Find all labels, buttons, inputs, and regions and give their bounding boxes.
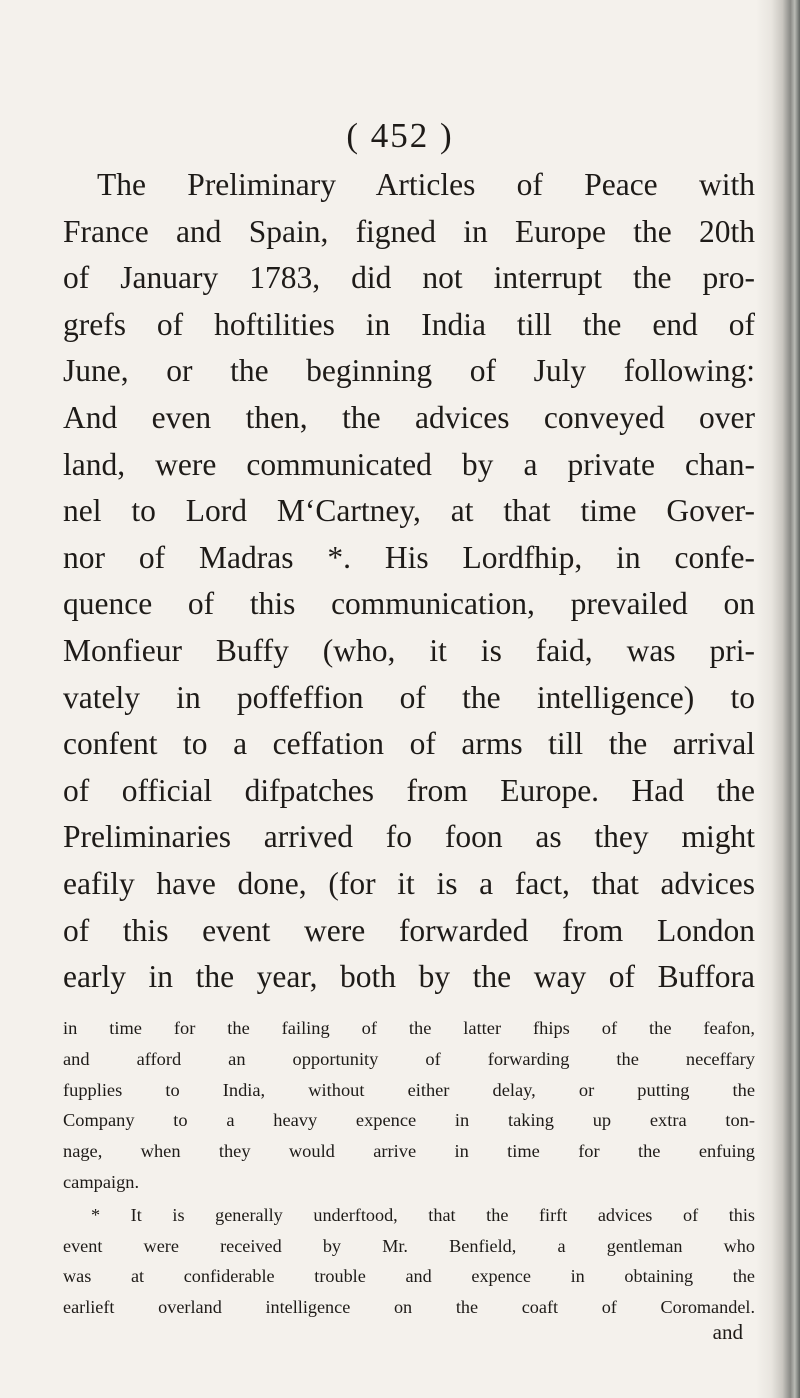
continuation-paragraph	[63, 1013, 755, 1198]
continuation-line: Company to a heavy expence in taking up extra ton-	[63, 1110, 755, 1131]
main-line: Preliminaries arrived fo foon as they might	[63, 819, 755, 855]
footnote-line: event were received by Mr. Benfield, a gentleman who	[63, 1235, 755, 1256]
main-line: land, were communicated by a private chan-	[63, 446, 755, 482]
main-line: nel to Lord M‘Cartney, at that time Gover-	[63, 493, 755, 529]
catchword: and	[712, 1320, 743, 1344]
main-line: nor of Madras *. His Lordfhip, in confe-	[63, 539, 755, 575]
page-number: ( 452 )	[346, 116, 454, 155]
main-line: eafily have done, (for it is a fact, that advices	[63, 865, 755, 901]
main-line: confent to a ceffation of arms till the arrival	[63, 726, 755, 762]
main-line: June, or the beginning of July following:	[63, 353, 755, 389]
main-line: of official difpatches from Europe. Had the	[63, 772, 755, 808]
main-line: of January 1783, did not interrupt the pro-	[63, 260, 755, 296]
continuation-line: campaign.	[63, 1171, 140, 1192]
main-paragraph	[63, 162, 755, 1001]
main-line: early in the year, both by the way of Buffora	[63, 959, 755, 995]
continuation-line: fupplies to India, without either delay, or putting the	[63, 1079, 755, 1100]
page-edge-shadow	[756, 0, 800, 1398]
continuation-line: and afford an opportunity of forwarding the neceffary	[63, 1048, 755, 1069]
main-line: of this event were forwarded from London	[63, 912, 755, 948]
main-line: Monfieur Buffy (who, it is faid, was pri-	[63, 632, 755, 668]
footnote	[63, 1200, 755, 1322]
main-line: France and Spain, figned in Europe the 20th	[63, 213, 755, 249]
main-line: quence of this communication, prevailed on	[63, 586, 755, 622]
footnote-line: was at confiderable trouble and expence in obtaining the	[63, 1266, 755, 1286]
main-line: vately in poffeffion of the intelligence) to	[63, 679, 755, 715]
main-line: And even then, the advices conveyed over	[63, 399, 755, 435]
main-line: The Preliminary Articles of Peace with	[97, 167, 755, 202]
footnote-line: * It is generally underftood, that the firft advices of this	[91, 1205, 755, 1225]
continuation-line: in time for the failing of the latter fhips of the feafon,	[63, 1018, 755, 1038]
footnote-line: earlieft overland intelligence on the coaft of Coromandel.	[63, 1296, 755, 1317]
continuation-line: nage, when they would arrive in time for the enfuing	[63, 1141, 755, 1162]
main-line: grefs of hoftilities in India till the end of	[63, 306, 755, 342]
